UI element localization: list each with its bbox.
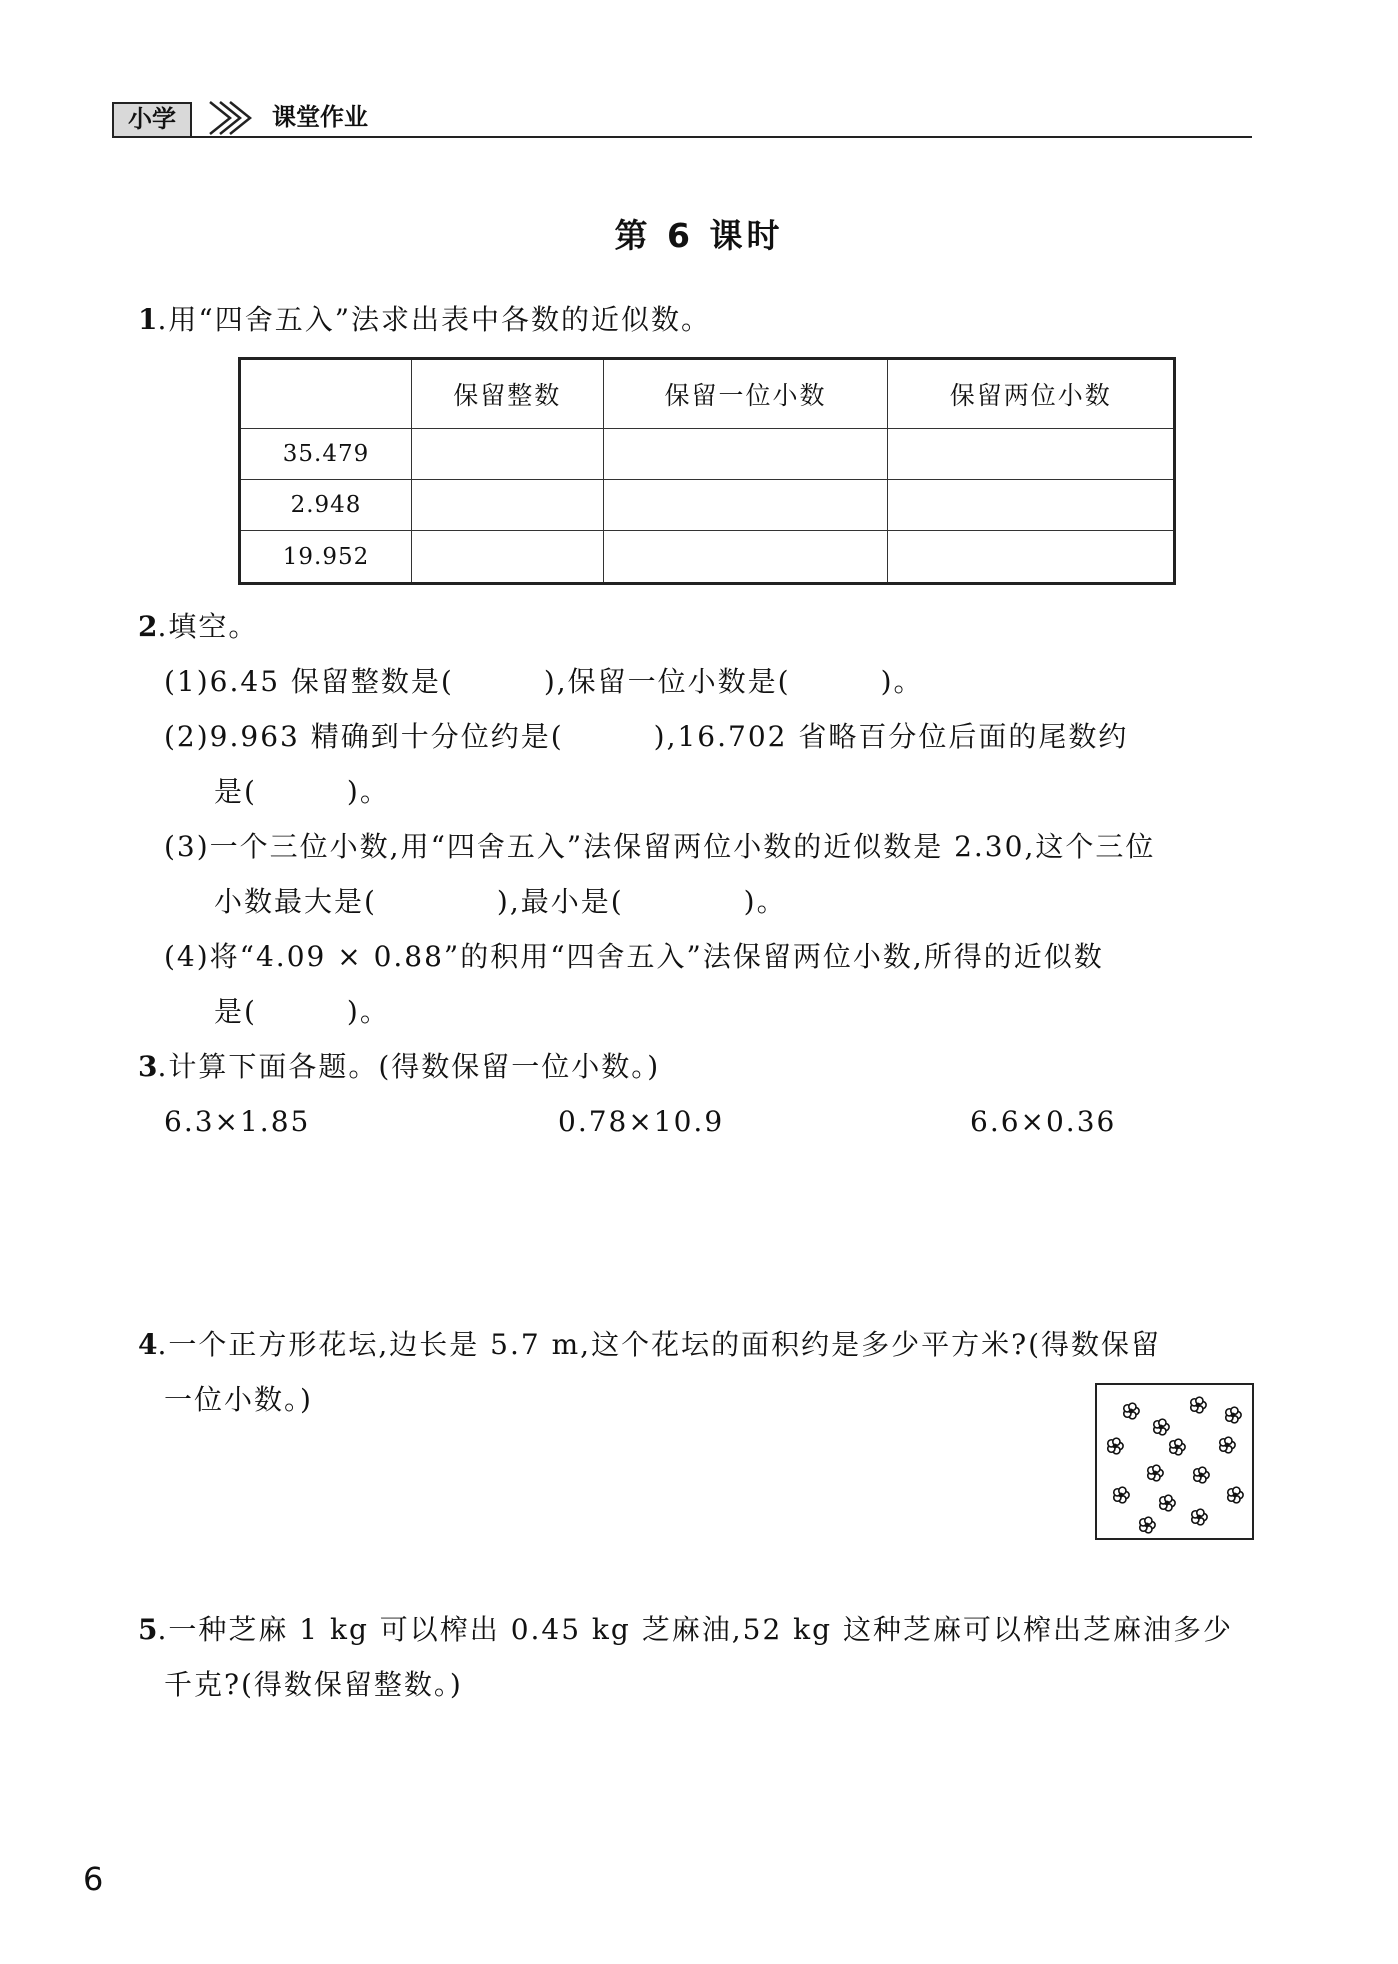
answer-cell[interactable] <box>888 480 1175 531</box>
flower-icon <box>1160 1495 1175 1511</box>
question-text: .用“四舍五入”法求出表中各数的近似数。 <box>157 303 712 336</box>
answer-cell[interactable] <box>603 531 888 584</box>
table-header-cell: 保留整数 <box>412 359 604 429</box>
lesson-title: 第 6 课时 <box>614 216 784 255</box>
question-number: 3 <box>138 1050 158 1083</box>
table-header-cell <box>240 359 412 429</box>
flower-icon <box>1220 1437 1235 1453</box>
fill-item-1: (1)6.45 保留整数是( ),保留一位小数是( )。 <box>164 665 924 698</box>
answer-cell[interactable] <box>412 429 604 480</box>
row-value: 19.952 <box>240 531 412 584</box>
flower-icon <box>1228 1487 1243 1503</box>
question-number: 5 <box>138 1613 158 1646</box>
flower-bed-figure <box>1095 1383 1254 1540</box>
row-value: 35.479 <box>240 429 412 480</box>
table-row <box>240 531 1175 584</box>
question-2 <box>138 607 258 647</box>
flower-icon <box>1148 1465 1163 1481</box>
question-5 <box>138 1610 1233 1650</box>
flower-icon <box>1226 1407 1241 1423</box>
question-number: 4 <box>138 1328 158 1361</box>
flower-icon <box>1124 1403 1139 1419</box>
row-value: 2.948 <box>240 480 412 531</box>
answer-cell[interactable] <box>412 480 604 531</box>
question-1 <box>138 300 711 340</box>
question-text: .计算下面各题。(得数保留一位小数。) <box>157 1050 661 1083</box>
question-5-cont: 千克?(得数保留整数。) <box>164 1668 463 1701</box>
flower-icon <box>1170 1439 1185 1455</box>
question-number: 1 <box>138 303 158 336</box>
page-number: 6 <box>83 1860 104 1898</box>
fill-item-4: (4)将“4.09 × 0.88”的积用“四舍五入”法保留两位小数,所得的近似数 <box>164 940 1104 973</box>
double-chevron-icon <box>206 98 262 138</box>
question-text: .一个正方形花坛,边长是 5.7 m,这个花坛的面积约是多少平方米?(得数保留 <box>157 1328 1162 1361</box>
page-header <box>112 98 1252 138</box>
answer-cell[interactable] <box>888 429 1175 480</box>
answer-cell[interactable] <box>603 480 888 531</box>
table-header-cell: 保留一位小数 <box>603 359 888 429</box>
fill-item-3: (3)一个三位小数,用“四舍五入”法保留两位小数的近似数是 2.30,这个三位 <box>164 830 1156 863</box>
table-header-row <box>240 359 1175 429</box>
table-row <box>240 429 1175 480</box>
answer-cell[interactable] <box>888 531 1175 584</box>
flower-bed-icon <box>1097 1385 1252 1538</box>
book-title: 课堂作业 <box>272 103 368 131</box>
calc-expr-2: 0.78×10.9 <box>558 1105 725 1138</box>
fill-item-2-cont: 是( )。 <box>214 775 390 808</box>
header-rule <box>112 136 1252 138</box>
flower-icon <box>1154 1419 1169 1435</box>
flower-icon <box>1140 1517 1155 1533</box>
flower-icon <box>1114 1487 1129 1503</box>
question-3 <box>138 1047 660 1087</box>
question-number: 2 <box>138 610 158 643</box>
approximation-table <box>238 357 1176 585</box>
table-row <box>240 480 1175 531</box>
fill-item-2: (2)9.963 精确到十分位约是( ),16.702 省略百分位后面的尾数约 <box>164 720 1129 753</box>
question-4-cont: 一位小数。) <box>164 1383 313 1416</box>
flower-icon <box>1191 1397 1206 1413</box>
flower-icon <box>1194 1467 1209 1483</box>
grade-tag: 小学 <box>112 102 192 138</box>
answer-cell[interactable] <box>412 531 604 584</box>
calc-expr-3: 6.6×0.36 <box>970 1105 1117 1138</box>
table-header-cell: 保留两位小数 <box>888 359 1175 429</box>
question-text: .一种芝麻 1 kg 可以榨出 0.45 kg 芝麻油,52 kg 这种芝麻可以榨出芝麻油多少 <box>157 1613 1233 1646</box>
flower-icon <box>1192 1509 1207 1525</box>
flower-icon <box>1108 1438 1123 1454</box>
answer-cell[interactable] <box>603 429 888 480</box>
calc-expr-1: 6.3×1.85 <box>164 1105 311 1138</box>
question-text: .填空。 <box>157 610 259 643</box>
fill-item-4-cont: 是( )。 <box>214 995 390 1028</box>
fill-item-3-cont: 小数最大是( ),最小是( )。 <box>214 885 787 918</box>
question-4 <box>138 1325 1161 1365</box>
